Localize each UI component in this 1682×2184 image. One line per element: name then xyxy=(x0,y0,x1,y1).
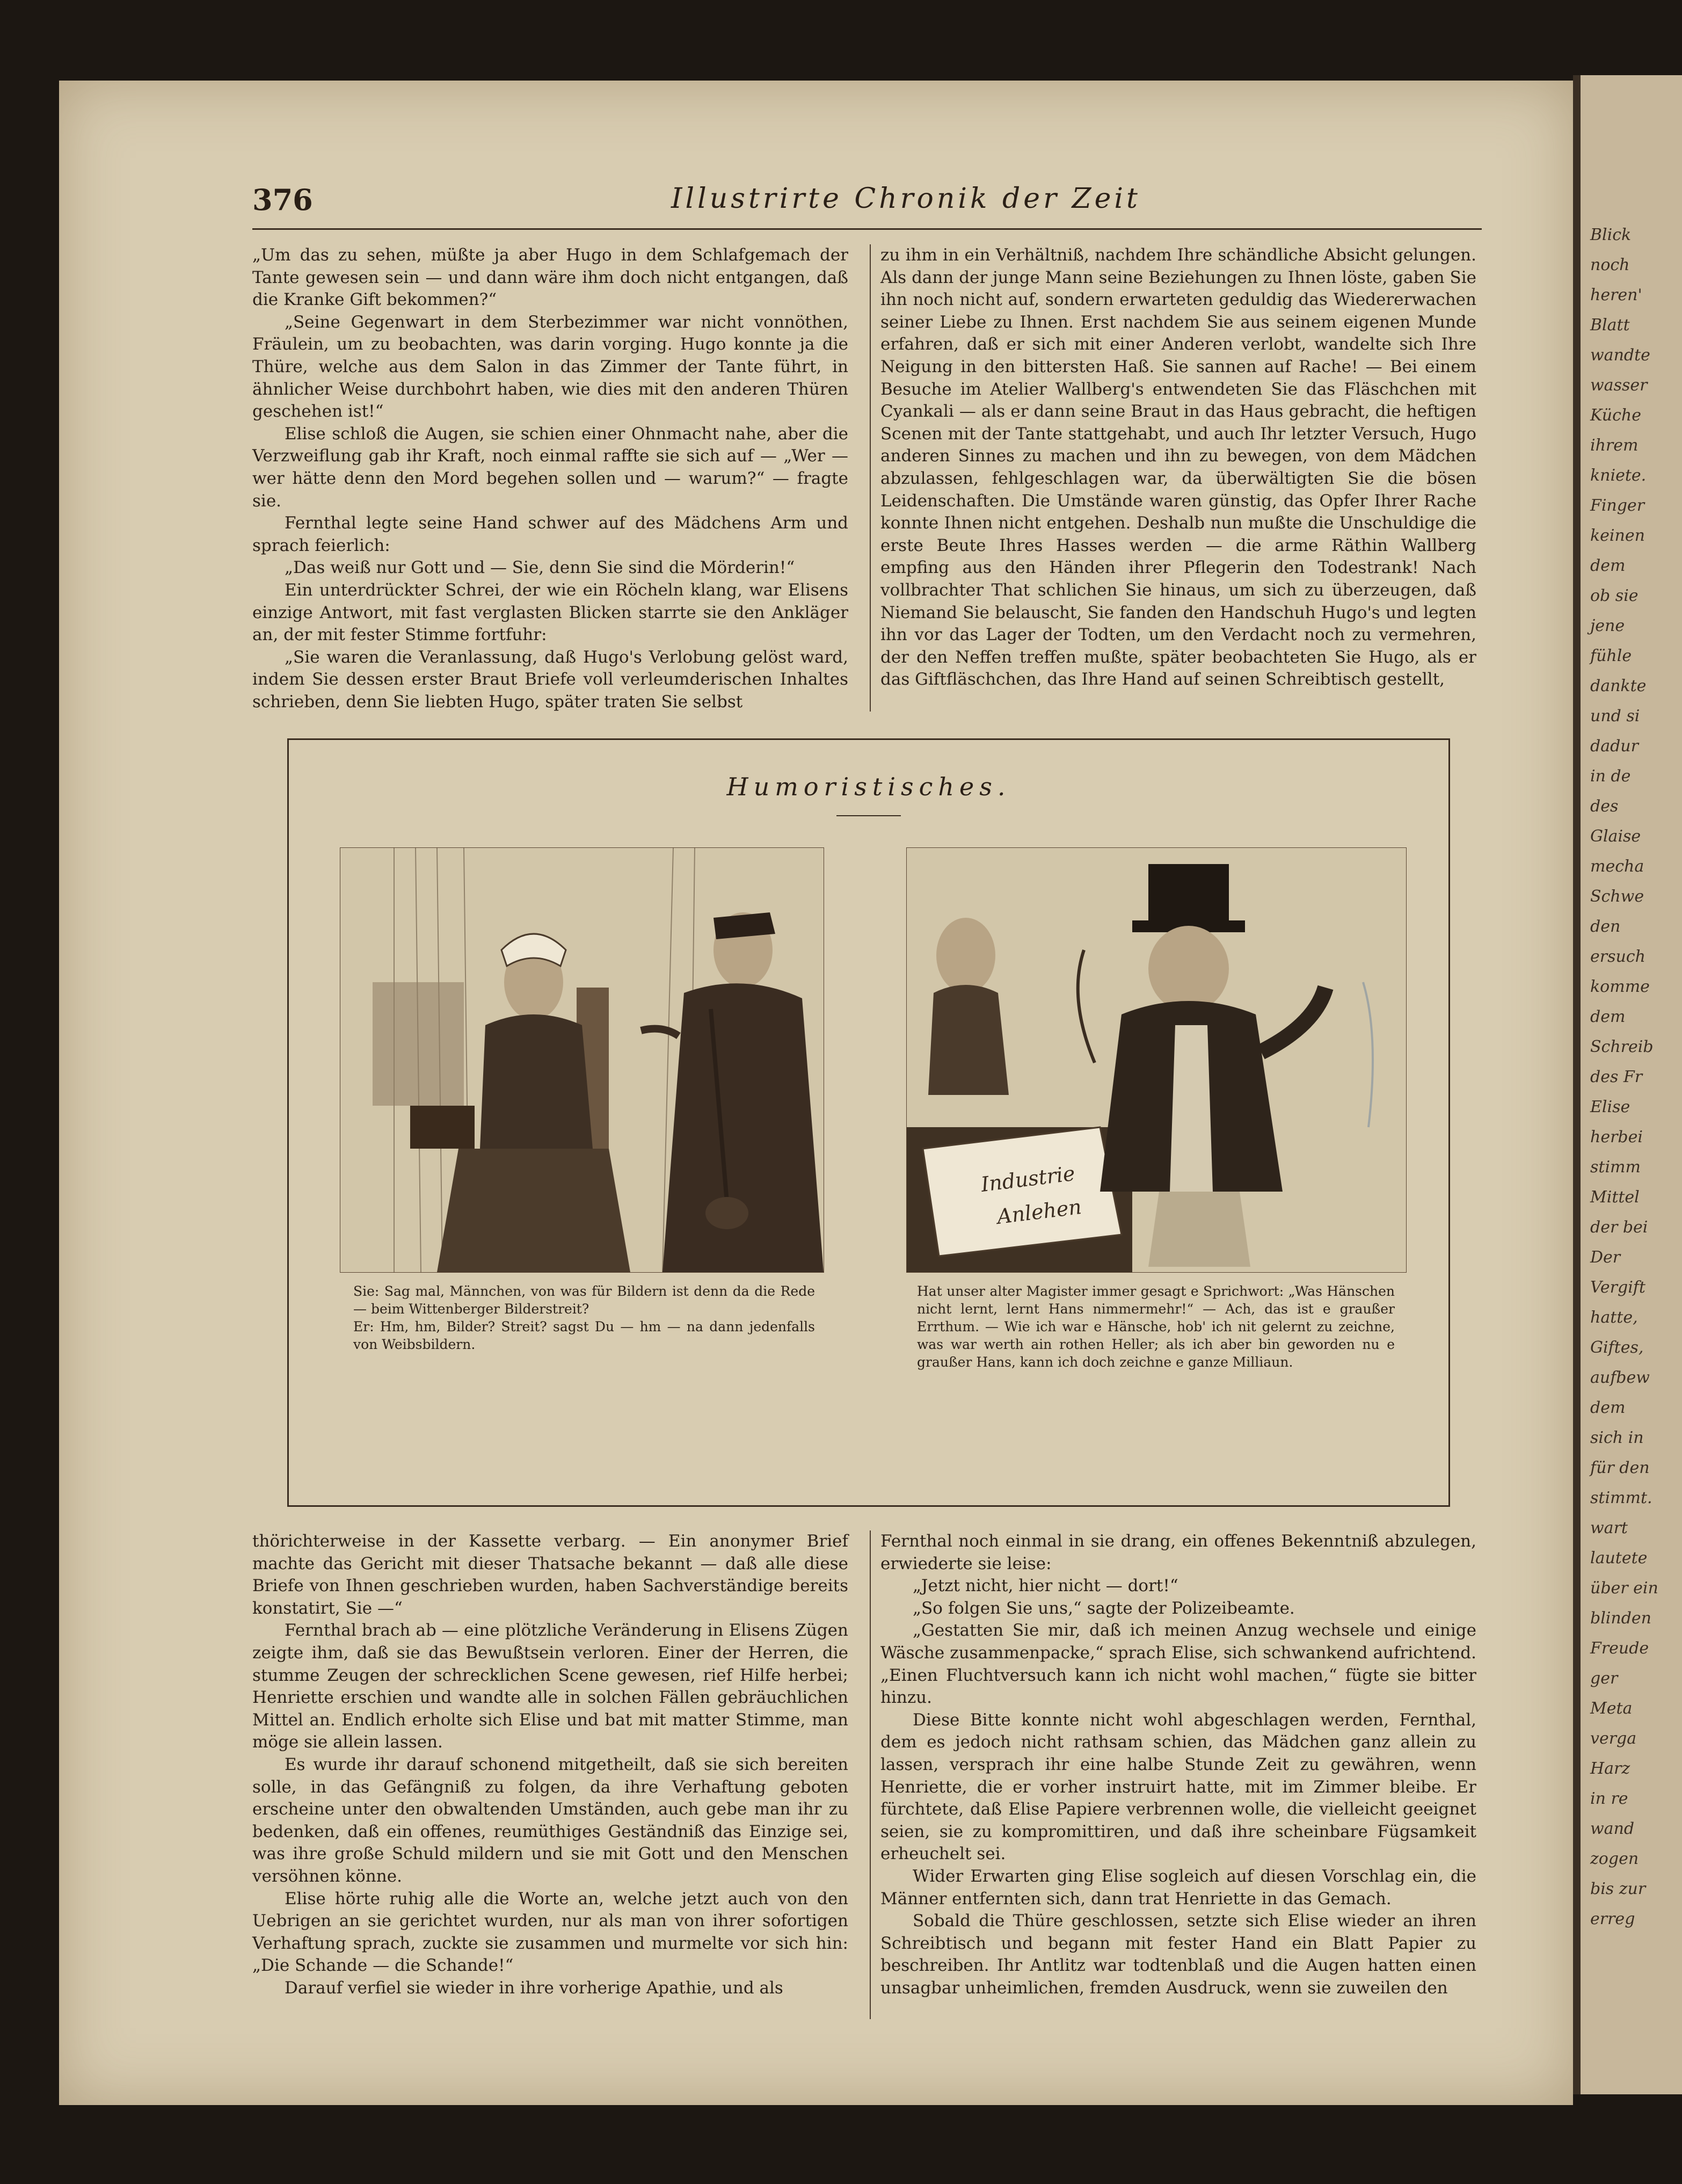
facing-page-fragment: heren' xyxy=(1590,286,1642,304)
facing-page-fragment: dem xyxy=(1590,1007,1626,1026)
paragraph: „Sie waren die Veranlassung, daß Hugo's Verlobung gelöst ward, indem Sie dessen erster Braut Briefe voll verleumderischen Inhaltes schrieben, denn Sie liebten Hugo, später traten Sie selbst xyxy=(252,647,848,712)
paragraph: „Um das zu sehen, müßte ja aber Hugo in dem Schlafgemach der Tante gewesen sein — und dann wäre ihm doch nicht entgangen, daß die Kranke Gift bekommen?“ xyxy=(252,245,848,310)
title-underline xyxy=(836,815,901,816)
paragraph: Diese Bitte konnte nicht wohl abgeschlagen werden, Fernthal, dem es jedoch nicht rathsam schien, das Mädchen ganz allein zu lassen, versprach ihr eine halbe Stunde Zeit zu gewähren, wenn Henriette, die er vorher instruirt hatte, mit im Zimmer bleibe. Er fürchtete, daß Elise Papiere verbrennen wolle, die vielleicht geeignet seien, sie zu kompromittiren, und daß ihre scheinbare Fügsamkeit erheuchelt sei. xyxy=(880,1710,1476,1864)
facing-page-fragment: hatte, xyxy=(1590,1308,1638,1327)
right-caption-text: Hat unser alter Magister immer gesagt e Sprichwort: „Was Hänschen nicht lernt, lernt Hans nimmermehr!“ — Ach, das ist e graußer Errthum. — Wie ich war e Hänsche, hob' ich nit gelernt zu zeichne, was war werth ain rothen Heller; als ich aber bin geworden nu e graußer Hans, kann ich doch zeichne e ganze Milliaun. xyxy=(917,1283,1395,1370)
paragraph: „Seine Gegenwart in dem Sterbezimmer war nicht vonnöthen, Fräulein, um zu beobachten, was darin vorging. Hugo konnte ja die Thüre, welche aus dem Salon in das Zimmer der Tante führt, in ähnlicher Weise durchbohrt haben, wie dies mit den anderen Thüren geschehen ist!“ xyxy=(252,312,848,422)
facing-page-fragment: ersuch xyxy=(1590,947,1645,966)
facing-page-fragment: Elise xyxy=(1590,1098,1630,1116)
facing-page-fragment: Glaise xyxy=(1590,827,1641,846)
paper-text-anlehen: Anlehen xyxy=(995,1195,1083,1229)
facing-page-fragment: wasser xyxy=(1590,376,1648,395)
facing-page-fragment: Giftes, xyxy=(1590,1338,1644,1357)
facing-page-fragment: Meta xyxy=(1590,1699,1633,1718)
facing-page-fragment: erreg xyxy=(1590,1910,1635,1928)
facing-page-edge xyxy=(1573,75,1682,2094)
facing-page-fragment: bis zur xyxy=(1590,1880,1646,1898)
top-left-column xyxy=(252,244,848,717)
paragraph: thörichterweise in der Kassette verbarg. — Ein anonymer Brief machte das Gericht mit dieser Thatsache bekannt — daß alle diese Briefe von Ihnen geschrieben wurden, haben Sachverständige bereits konstatirt, Sie —“ xyxy=(252,1532,848,1618)
paragraph: Elise hörte ruhig alle die Worte an, welche jetzt auch von den Uebrigen an sie gerichtet wurden, nur als man von ihrer sofortigen Verhaftung sprach, zuckte sie zusammen und murmelte vor sich hin: „Die Schande — die Schande!“ xyxy=(252,1889,848,1976)
header-rule xyxy=(252,228,1482,230)
facing-page-fragment: dadur xyxy=(1590,737,1639,756)
gentleman-engraving-image xyxy=(907,848,1406,1272)
paragraph: Darauf verfiel sie wieder in ihre vorherige Apathie, und als xyxy=(285,1978,783,1998)
facing-page-fragment: Küche xyxy=(1590,406,1641,425)
facing-page-fragment: Finger xyxy=(1590,496,1645,515)
facing-page-fragment: und si xyxy=(1590,707,1640,725)
facing-page-fragment: noch xyxy=(1590,256,1630,274)
facing-page-fragment: ob sie xyxy=(1590,586,1639,605)
facing-page-fragment: wand xyxy=(1590,1819,1635,1838)
paragraph: „Gestatten Sie mir, daß ich meinen Anzug wechsele und einige Wäsche zusammenpacke,“ sprach Elise, sich schwankend aufrichtend. „Einen Fluchtversuch kann ich nicht wohl machen,“ fügte sie bitter hinzu. xyxy=(880,1621,1476,1708)
facing-page-fragment: Freude xyxy=(1590,1639,1649,1658)
facing-page-fragment: Schwe xyxy=(1590,887,1644,906)
facing-page-fragment: sich in xyxy=(1590,1428,1644,1447)
facing-page-fragment: dankte xyxy=(1590,677,1647,695)
paragraph: Fernthal noch einmal in sie drang, ein offenes Bekenntniß abzulegen, erwiederte sie leise: xyxy=(880,1532,1476,1573)
paragraph: „Jetzt nicht, hier nicht — dort!“ xyxy=(913,1576,1178,1596)
bottom-left-column xyxy=(252,1530,848,2025)
facing-page-fragment: komme xyxy=(1590,977,1650,996)
facing-page-fragment: für den xyxy=(1590,1459,1650,1477)
page-header xyxy=(252,183,1487,226)
facing-page-fragment: zogen xyxy=(1590,1849,1639,1868)
left-caption xyxy=(353,1282,815,1353)
couple-engraving-image xyxy=(340,848,824,1272)
facing-page-fragment: wart xyxy=(1590,1519,1628,1537)
facing-page-fragment: Blatt xyxy=(1590,316,1630,335)
facing-page-fragment: Der xyxy=(1590,1248,1621,1267)
paragraph: Elise schloß die Augen, sie schien einer Ohnmacht nahe, aber die Verzweiflung gab ihr Kraft, noch einmal raffte sie sich auf — „Wer — wer hätte denn den Mord begehen sollen und — warum?“ — fragte sie. xyxy=(252,424,848,511)
paragraph: „Das weiß nur Gott und — Sie, denn Sie sind die Mörderin!“ xyxy=(285,558,795,578)
right-engraving xyxy=(906,847,1407,1273)
paragraph: Fernthal legte seine Hand schwer auf des Mädchens Arm und sprach feierlich: xyxy=(252,513,848,555)
facing-page-fragment: stimmt. xyxy=(1590,1489,1652,1507)
paragraph: zu ihm in ein Verhältniß, nachdem Ihre schändliche Absicht gelungen. Als dann der junge Mann seine Beziehungen zu Ihnen löste, gaben Sie ihn noch nicht auf, sondern erwarteten geduldig das Wiedererwachen seiner Liebe zu Ihnen. Erst nachdem Sie aus seinem eigenen Munde erfahren, daß er sich mit einer Anderen verlobt, wandelte sich Ihre Neigung in den bittersten Haß. Sie sannen auf Rache! — Bei einem Besuche im Atelier Wallberg's entwendeten Sie das Fläschchen mit Cyankali — als er dann seine Braut in das Haus gebracht, die heftigen Scenen mit der Tante stattgehabt, und auch Ihr letzter Versuch, Hugo anderen Sinnes zu machen und ihn zu bewegen, von dem Mädchen abzulassen, fehlgeschlagen war, da überwältigten Sie die bösen Leidenschaften. Die Umstände waren günstig, das Opfer Ihrer Rache konnte Ihnen nicht entgehen. Deshalb nun mußte die Unschuldige die erste Beute Ihres Hasses werden — die arme Räthin Wallberg empfing aus den Händen ihrer Pflegerin den Todestrank! Nach vollbrachter That schlichen Sie hinaus, um sich zu überzeugen, daß Niemand Sie belauscht, Sie fanden den Handschuh Hugo's und legten ihn vor das Lager der Todten, um den Verdacht noch zu vermehren, der den Neffen treffen mußte, später beobachteten Sie Hugo, als er das Giftfläschchen, das Ihre Hand auf seinen Schreibtisch gestellt, xyxy=(880,245,1476,690)
facing-page-fragment: blinden xyxy=(1590,1609,1651,1628)
facing-page-fragment: jene xyxy=(1590,616,1625,635)
facing-page-fragment: über ein xyxy=(1590,1579,1658,1598)
facing-page-fragment: kniete. xyxy=(1590,466,1647,485)
column-divider xyxy=(870,1530,871,2019)
facing-page-fragment: mecha xyxy=(1590,857,1644,876)
column-divider xyxy=(870,244,871,712)
facing-page-fragment: verga xyxy=(1590,1729,1637,1748)
page-number: 376 xyxy=(252,183,313,217)
facing-page-fragment: herbei xyxy=(1590,1128,1643,1147)
facing-page-fragment: des Fr xyxy=(1590,1068,1643,1086)
paragraph: Fernthal brach ab — eine plötzliche Veränderung in Elisens Zügen zeigte ihm, daß sie das Bewußtsein verloren. Einer der Herren, die stumme Zeugen der schrecklichen Scene gewesen, rief Hilfe herbei; Henriette erschien und wandte alle in solchen Fällen gebräuchlichen Mittel an. Endlich erholte sich Elise und bat mit matter Stimme, man möge sie allein lassen. xyxy=(252,1621,848,1752)
paragraph: Ein unterdrückter Schrei, der wie ein Röcheln klang, war Elisens einzige Antwort, mit fast verglasten Blicken starrte sie den Ankläger an, der mit fester Stimme fortfuhr: xyxy=(252,580,848,645)
facing-page-fragment: ger xyxy=(1590,1669,1618,1688)
right-caption xyxy=(917,1282,1395,1371)
left-engraving xyxy=(340,847,824,1273)
facing-page-fragment: der bei xyxy=(1590,1218,1648,1237)
facing-page-fragment: Schreib xyxy=(1590,1037,1654,1056)
illustration-frame xyxy=(287,738,1450,1507)
running-title: Illustrirte Chronik der Zeit xyxy=(671,183,1141,215)
facing-page-fragment: aufbew xyxy=(1590,1368,1650,1387)
facing-page-fragment: in re xyxy=(1590,1789,1628,1808)
paper-text-industrie: Industrie xyxy=(979,1161,1076,1196)
facing-page-fragment: fühle xyxy=(1590,647,1632,665)
facing-page-fragment: ihrem xyxy=(1590,436,1639,455)
facing-page-fragment: dem xyxy=(1590,1398,1626,1417)
facing-page-fragment: Vergift xyxy=(1590,1278,1645,1297)
facing-page-fragment: wandte xyxy=(1590,346,1650,365)
facing-page-fragment: stimm xyxy=(1590,1158,1641,1177)
paragraph: Es wurde ihr darauf schonend mitgetheilt, daß sie sich bereiten solle, in das Gefängniß zu folgen, da ihre Verhaftung geboten erscheine unter den obwaltenden Umständen, auch gebe man ihr zu bedenken, daß ein offenes, reumüthiges Geständniß das Einzige sei, was ihre große Schuld mildern und sie mit Gott und den Menschen versöhnen könne. xyxy=(252,1754,848,1886)
facing-page-fragment: den xyxy=(1590,917,1621,936)
paragraph: Sobald die Thüre geschlossen, setzte sich Elise wieder an ihren Schreibtisch und begann mit fester Hand ein Blatt Papier zu beschreiben. Ihr Antlitz war todtenblaß und die Augen hatten einen unsagbar unheimlichen, fremden Ausdruck, wenn sie zuweilen den xyxy=(880,1911,1476,1998)
facing-page-fragment: dem xyxy=(1590,556,1626,575)
facing-page-fragment: des xyxy=(1590,797,1619,816)
left-caption-text: Sie: Sag mal, Männchen, von was für Bildern ist denn da die Rede — beim Wittenberger Bilderstreit? Er: Hm, hm, Bilder? Streit? sagst Du — hm — na dann jedenfalls von Weibsbildern. xyxy=(353,1283,815,1352)
illustration-title: Humoristisches. xyxy=(726,772,1011,801)
paragraph: Wider Erwarten ging Elise sogleich auf diesen Vorschlag ein, die Männer entfernten sich, dann trat Henriette in das Gemach. xyxy=(880,1866,1476,1909)
facing-page-fragment: lautete xyxy=(1590,1549,1648,1568)
facing-page-fragment: keinen xyxy=(1590,526,1645,545)
facing-page-fragment: Blick xyxy=(1590,226,1632,244)
bottom-right-column xyxy=(880,1530,1476,2025)
facing-page-fragment: Mittel xyxy=(1590,1188,1640,1207)
paragraph: „So folgen Sie uns,“ sagte der Polizeibeamte. xyxy=(913,1598,1295,1618)
top-right-column xyxy=(880,244,1476,717)
facing-page-fragment: Harz xyxy=(1590,1759,1630,1778)
facing-page-fragment: in de xyxy=(1590,767,1631,786)
